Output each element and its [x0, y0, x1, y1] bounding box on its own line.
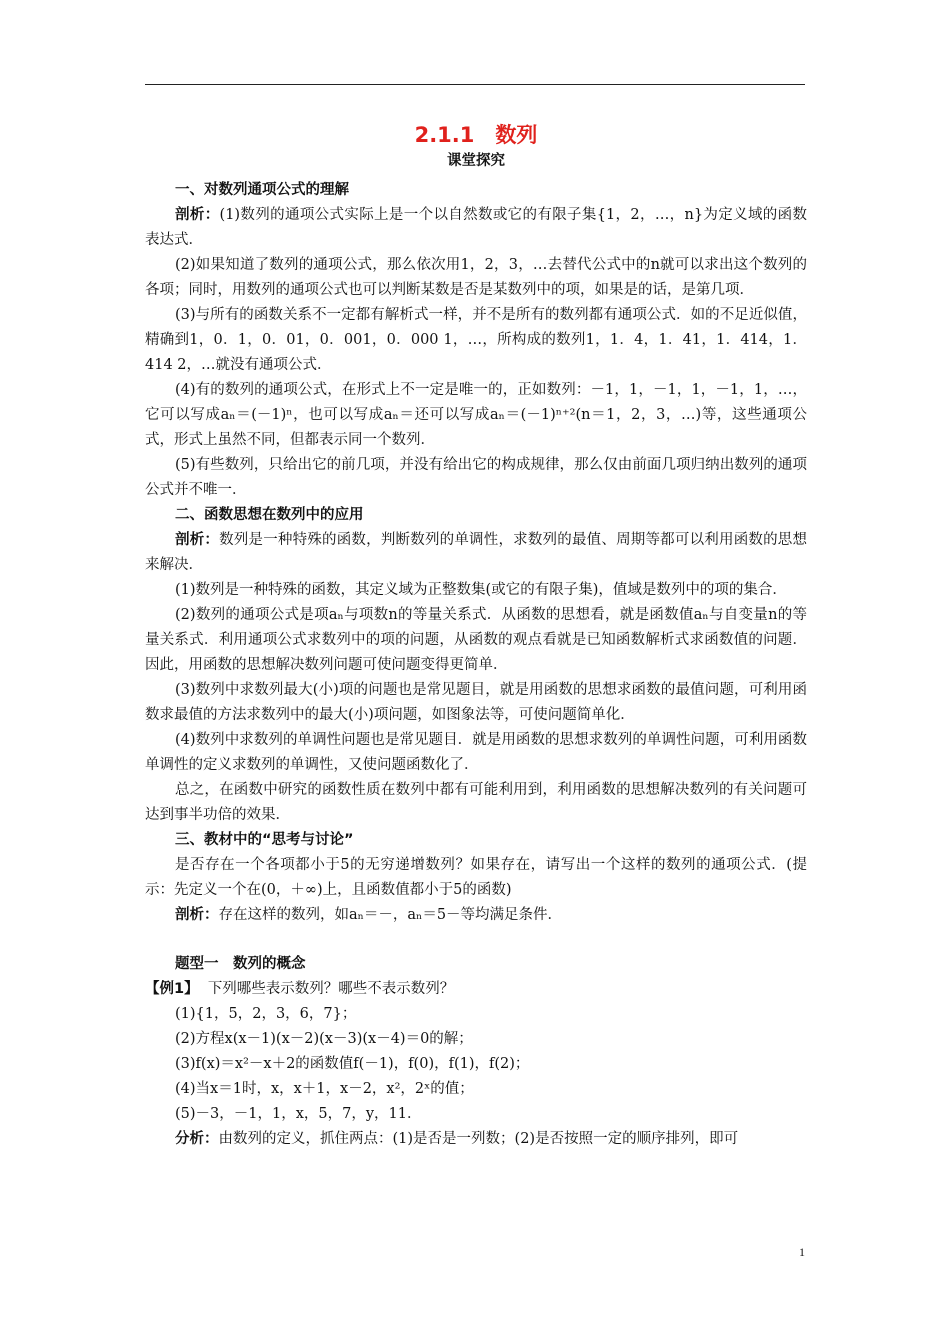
example-item: (5)－3，－1，1，x，5，7，y，11．: [175, 1106, 422, 1122]
section-1-paragraph-3: (3)与所有的函数关系不一定都有解析式一样，并不是所有的数列都有通项公式．如的不足近似值，精确到1，0．1，0．01，0．001，0．000 1，…，所构成的数列1，1．4，1．41，1．414，1．414 2，…就没有通项公式．: [145, 307, 807, 373]
section-2-paragraph-2: (2)数列的通项公式是项aₙ与项数n的等量关系式．从函数的思想看，就是函数值aₙ与自变量n的等量关系式．利用通项公式求数列中的项的问题，从函数的观点看就是已知函数解析式求函数值的问题．因此，用函数的思想解决数列问题可使问题变得更简单．: [145, 607, 807, 673]
page-title: 2.1.1 数列: [414, 123, 538, 147]
spacer: [145, 928, 807, 952]
example-1-text: 下列哪些表示数列？哪些不表示数列？: [207, 981, 455, 997]
section-2-heading: 二、函数思想在数列中的应用: [175, 507, 364, 523]
example-item: (4)当x＝1时，x，x＋1，x－2，x²，2ˣ的值；: [175, 1081, 474, 1097]
example-1-analysis: [145, 1127, 807, 1152]
section-1-p1-text: (1)数列的通项公式实际上是一个以自然数或它的有限子集{1，2，…，n}为定义域的函数表达式．: [145, 207, 808, 248]
page-number: 1: [799, 1245, 805, 1259]
section-1-paragraph-4: (4)有的数列的通项公式，在形式上不一定是唯一的，正如数列：－1，1，－1，1，－1，1，…，它可以写成aₙ＝(－1)ⁿ，也可以写成aₙ＝还可以写成aₙ＝(－1)ⁿ⁺²(n＝1，2，3，…)等，这些通项公式，形式上虽然不同，但都表示同一个数列．: [145, 382, 807, 448]
example-item: (3)f(x)＝x²－x＋2的函数值f(－1)，f(0)，f(1)，f(2)；: [175, 1056, 530, 1072]
analysis-label: 分析：: [175, 1131, 219, 1147]
analysis-label: 剖析：: [175, 907, 219, 923]
section-3-question: 是否存在一个各项都小于5的无穷递增数列？如果存在，请写出一个这样的数列的通项公式．(提示：先定义一个在(0，＋∞)上，且函数值都小于5的函数): [145, 857, 807, 898]
section-2-intro-text: 数列是一种特殊的函数，判断数列的单调性，求数列的最值、周期等都可以利用函数的思想来解决．: [145, 532, 807, 573]
section-1-paragraph-2: (2)如果知道了数列的通项公式，那么依次用1，2，3，…去替代公式中的n就可以求出这个数列的各项；同时，用数列的通项公式也可以判断某数是否是某数列中的项，如果是的话，是第几项．: [145, 257, 807, 298]
section-3-heading: 三、教材中的“思考与讨论”: [175, 832, 354, 848]
example-item: (1){1，5，2，3，6，7}；: [175, 1006, 357, 1022]
example-label: 【例1】: [145, 981, 199, 997]
example-1: [145, 977, 807, 1002]
section-2-paragraph-4: (4)数列中求数列的单调性问题也是常见题目．就是用函数的思想求数列的单调性问题，可利用函数单调性的定义求数列的单调性，又使问题函数化了．: [145, 732, 807, 773]
section-2-intro: [145, 528, 807, 578]
analysis-label: 剖析：: [175, 532, 220, 548]
analysis-label: 剖析：: [175, 207, 220, 223]
section-1-heading: 一、对数列通项公式的理解: [175, 182, 349, 198]
example-item: (2)方程x(x－1)(x－2)(x－3)(x－4)＝0的解；: [175, 1031, 473, 1047]
type-1-heading: 题型一 数列的概念: [175, 956, 306, 972]
section-3-answer-text: 存在这样的数列，如aₙ＝－，aₙ＝5－等均满足条件．: [218, 907, 563, 923]
header-rule: [145, 84, 805, 85]
section-2-paragraph-3: (3)数列中求数列最大(小)项的问题也是常见题目，就是用函数的思想求函数的最值问题，可利用函数求最值的方法求数列中的最大(小)项问题，如图象法等，可使问题简单化．: [145, 682, 807, 723]
example-1-analysis-text: 由数列的定义，抓住两点：(1)是否是一列数；(2)是否按照一定的顺序排列，即可: [218, 1131, 739, 1147]
section-1-paragraph-5: (5)有些数列，只给出它的前几项，并没有给出它的构成规律，那么仅由前面几项归纳出数列的通项公式并不唯一．: [145, 457, 807, 498]
section-2-paragraph-5: 总之，在函数中研究的函数性质在数列中都有可能利用到，利用函数的思想解决数列的有关问题可达到事半功倍的效果．: [145, 782, 807, 823]
section-3-answer: [145, 903, 807, 928]
section-1-paragraph-1: [145, 203, 807, 253]
document-body: [145, 120, 807, 1152]
page-subtitle: 课堂探究: [447, 153, 505, 169]
section-2-paragraph-1: (1)数列是一种特殊的函数，其定义域为正整数集(或它的有限子集)，值域是数列中的项的集合．: [175, 582, 787, 598]
